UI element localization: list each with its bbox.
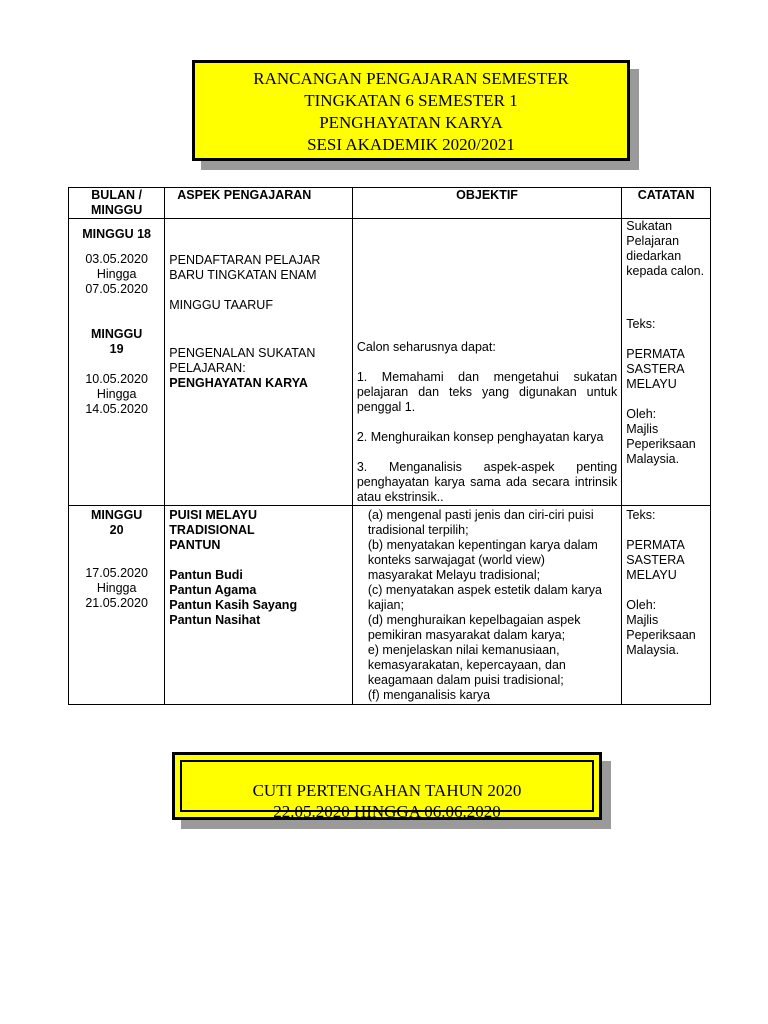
holiday-line-2: 22.05.2020 HINGGA 06.06.2020 — [273, 802, 501, 821]
holiday-line-1: CUTI PERTENGAHAN TAHUN 2020 — [252, 781, 522, 800]
catatan-cell-row1: Sukatan Pelajaran diedarkan kepada calon. Teks: PERMATA SASTERA MELAYU Oleh: Majlis Peperiksaan Malaysia. — [622, 219, 711, 506]
table-row — [69, 219, 711, 506]
title-line-3: PENGHAYATAN KARYA — [319, 113, 503, 132]
week-20-label: MINGGU — [90, 508, 143, 522]
header-objektif: OBJEKTIF — [352, 188, 621, 219]
aspek-cell-row2: PUISI MELAYU TRADISIONAL PANTUN Pantun Budi Pantun Agama Pantun Kasih Sayang Pantun Nasihat — [165, 506, 353, 705]
aspek-cell-row1: PENDAFTARAN PELAJAR BARU TINGKATAN ENAM MINGGU TAARUF PENGENALAN SUKATAN PELAJARAN: PENGHAYATAN KARYA — [165, 219, 353, 506]
title-line-2: TINGKATAN 6 SEMESTER 1 — [304, 91, 518, 110]
week-cell-18-19: MINGGU 18 03.05.2020 Hingga 07.05.2020 MINGGU 19 10.05.2020 Hingga 14.05.2020 — [69, 219, 165, 506]
table-row — [69, 506, 711, 705]
header-aspek-pengajaran: ASPEK PENGAJARAN — [165, 188, 353, 219]
week-18-label: MINGGU 18 — [82, 227, 152, 241]
week-cell-20: MINGGU 20 17.05.2020 Hingga 21.05.2020 — [69, 506, 165, 705]
header-catatan: CATATAN — [622, 188, 711, 219]
week-19-label: MINGGU — [90, 327, 143, 341]
title-line-1: RANCANGAN PENGAJARAN SEMESTER — [253, 69, 569, 88]
objektif-cell-row1: Calon seharusnya dapat: 1. Memahami dan mengetahui sukatan pelajaran dan teks yang digunakan untuk penggal 1. 2. Menghuraikan konsep penghayatan karya 3. Menganalisis aspek-aspek penting penghayatan karya sama ada secara intrinsik atau ekstrinsik.. — [352, 219, 621, 506]
holiday-banner — [172, 752, 602, 820]
teaching-plan-table — [68, 187, 711, 705]
title-line-4: SESI AKADEMIK 2020/2021 — [307, 135, 515, 154]
title-banner — [192, 60, 630, 161]
objektif-cell-row2: (a) mengenal pasti jenis dan ciri-ciri puisi tradisional terpilih; (b) menyatakan kepentingan karya dalam konteks sarwajagat (world view) masyarakat Melayu tradisional; (c) menyatakan aspek estetik dalam karya kajian; (d) menghuraikan kepelbagaian aspek pemikiran masyarakat dalam karya; e) menjelaskan nilai kemanusiaan, kemasyarakatan, kepercayaan, dan keagamaan dalam puisi tradisional; (f) menganalisis karya — [352, 506, 621, 705]
header-bulan-minggu: BULAN / MINGGU — [69, 188, 165, 219]
catatan-cell-row2: Teks: PERMATA SASTERA MELAYU Oleh: Majlis Peperiksaan Malaysia. — [622, 506, 711, 705]
table-header-row — [69, 188, 711, 219]
